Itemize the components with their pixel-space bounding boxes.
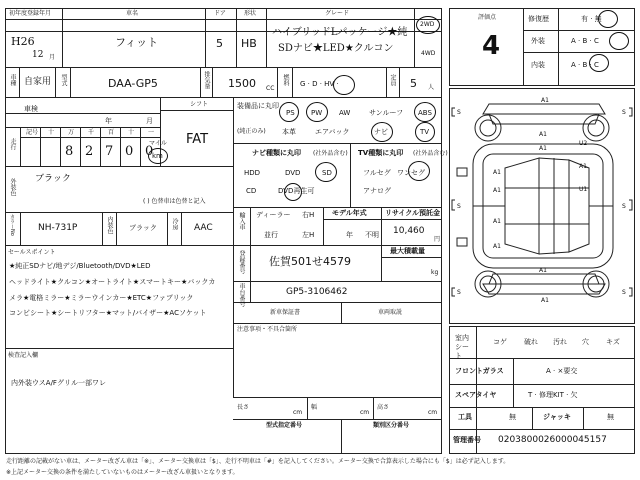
import-right: 右H [302, 211, 315, 219]
recycle-value: 10,460 [393, 226, 425, 236]
equipment-label: 装備品に丸印 [237, 102, 279, 110]
repair-circle [598, 10, 618, 28]
mark-4: U1 [579, 186, 588, 193]
model-value: DAA-GP5 [108, 77, 158, 90]
equip-abs: ABS [418, 109, 432, 117]
nav-dvd-play: DVD再生可 [278, 187, 315, 195]
recycle-yen: 円 [434, 236, 441, 243]
digit-3: 0 [125, 144, 134, 159]
windshield-label: フロントガラス [455, 367, 504, 375]
dim-height-cm: cm [428, 409, 438, 416]
equip-aw: AW [339, 109, 351, 117]
unit-2: 万 [68, 129, 75, 136]
use-value: 自家用 [24, 77, 52, 87]
seats-label: 定員 [389, 74, 396, 86]
seats-unit: 人 [428, 84, 435, 91]
ext-color-note: ( ) 色替車は色替と記入 [143, 198, 206, 205]
seat-item-3: 穴 [582, 338, 589, 346]
digit-4: 0 [145, 144, 154, 159]
max-load-label: 最大積載量 [390, 247, 425, 255]
first-reg-label: 初年度登録年月 [9, 10, 52, 17]
mileage-label: 走行 [9, 138, 16, 150]
equip-leather: 本革 [282, 128, 296, 136]
mark-0: A1 [541, 97, 549, 104]
interior-label: 内装 [531, 61, 545, 69]
first-reg-era: H26 [11, 35, 35, 48]
nav-cd: CD [246, 187, 257, 195]
nav-sd-circle [315, 162, 337, 182]
dim-length: 長さ [237, 404, 250, 411]
jack-value: 無 [607, 413, 614, 421]
equip-ps-circle [279, 102, 299, 122]
digit-0: 8 [65, 144, 74, 159]
bracket-5: S [622, 289, 626, 296]
chassis-label: 車台番号 [238, 283, 245, 307]
car-damage-diagram [449, 88, 635, 324]
chassis-value: GP5-3106462 [286, 287, 348, 297]
exterior-circle [609, 32, 629, 50]
car-name-label: 車名 [126, 10, 139, 17]
windshield-value: A · ×要交 [546, 367, 578, 375]
seat-item-1: 破れ [524, 338, 538, 346]
model-label: 型式 [60, 74, 67, 86]
jack-label: ジャッキ [543, 413, 571, 421]
mark-8: A1 [493, 218, 501, 225]
inspection-month: 月 [146, 117, 153, 125]
equip-tv-circle [415, 122, 435, 142]
doors-label: ドア [214, 10, 226, 17]
recycle-label: リサイクル預託金 [385, 209, 441, 217]
displacement-value: 1500 [228, 77, 256, 90]
warranty-new: 新車保証書 [270, 309, 301, 316]
score-value: 4 [482, 31, 501, 61]
equip-navi-circle [371, 122, 393, 142]
seat-item-0: コゲ [493, 338, 507, 346]
dim-length-cm: cm [293, 409, 303, 416]
bracket-1: S [457, 203, 461, 210]
nav-title: ナビ種類に丸印 [252, 149, 301, 157]
mgmt-label: 管理番号 [453, 436, 481, 444]
equip-abs-circle [414, 102, 436, 122]
equip-navi: ナビ [374, 128, 388, 136]
interior-value: A · B · C [571, 61, 599, 69]
int-color-value: ブラック [129, 224, 157, 232]
bracket-0: S [457, 109, 461, 116]
plate-value: 佐賀501せ4579 [269, 255, 351, 268]
mark-2: A1 [539, 145, 547, 152]
month-unit: 月 [49, 54, 56, 61]
exterior-label: 外装 [531, 37, 545, 45]
unit-5: 十 [128, 129, 135, 136]
equip-tv: TV [420, 128, 430, 136]
seat-label: 室内シート [455, 334, 469, 361]
repair-label: 修復歴 [528, 15, 549, 23]
drive-2wd: 2WD [420, 21, 435, 28]
tv-oneseg-circle [408, 161, 430, 181]
nav-hdd: HDD [244, 169, 261, 177]
shape-label: 形状 [244, 10, 257, 17]
tv-analog: アナログ [363, 187, 391, 195]
type-label: 車種 [9, 74, 16, 86]
import-left: 左H [302, 231, 315, 239]
mile-label: マイル [149, 140, 167, 147]
inspection-label: 車検 [24, 105, 38, 113]
equip-sunroof: サンルーフ [369, 109, 404, 117]
type-no-label: 型式指定番号 [266, 422, 303, 429]
mgmt-value: 0203800026000045157 [498, 435, 607, 445]
mark-5: A1 [579, 163, 587, 170]
mark-10: A1 [539, 267, 547, 274]
grade-label: グレード [325, 10, 350, 17]
inspector-label: 検査記入欄 [8, 352, 39, 359]
sales-line-3: コンビシート★シートリフター★マット/バイザー★ACソケット [9, 309, 207, 317]
color-no-label: カラーNo [9, 214, 15, 236]
tv-title: TV種類に丸印 [358, 149, 404, 157]
spare-value: T · 修理KIT · 欠 [528, 391, 578, 399]
nav-dvd-play-circle [284, 183, 302, 201]
nav-sd: SD [322, 169, 332, 177]
cc-unit: CC [266, 85, 275, 92]
sales-points-label: セールスポイント [8, 249, 56, 256]
mark-9: A1 [493, 243, 501, 250]
mark-6: A1 [493, 169, 501, 176]
seats-value: 5 [410, 77, 417, 90]
model-year-unit: 年 [346, 231, 353, 239]
dim-width-cm: cm [360, 409, 370, 416]
mark-11: A1 [541, 297, 549, 304]
mark-7: A1 [493, 187, 501, 194]
mark-3: U2 [579, 140, 588, 147]
ac-value: AAC [194, 223, 213, 233]
int-color-label: 内装色 [106, 216, 113, 234]
unit-0: 記号 [26, 129, 39, 136]
equip-airbag: エアバック [315, 128, 350, 136]
inspection-year: 年 [105, 117, 112, 125]
warranty-manual: 車両取説 [378, 309, 403, 316]
seat-item-2: 汚れ [553, 338, 567, 346]
dim-height: 高さ [377, 404, 390, 411]
drive-4wd: 4WD [421, 50, 436, 57]
model-year-value: 不明 [365, 231, 379, 239]
import-label: 輸入車 [238, 212, 245, 230]
doors-value: 5 [216, 37, 223, 50]
model-year-label: モデル年式 [332, 209, 367, 217]
ext-color-label: 外装色 [9, 178, 16, 196]
unit-6: 一 [148, 129, 155, 136]
inspector-value: 内外装ウスA/Fグリル一部ワレ [11, 379, 106, 387]
bracket-3: S [622, 109, 626, 116]
notes-label: 注意事項・不具合箇所 [237, 326, 298, 333]
shift-label: シフト [190, 101, 209, 108]
color-no-value: NH-731P [38, 223, 78, 233]
fuel-options: G · D · HV · [300, 80, 339, 88]
shape-value: HB [241, 37, 257, 50]
import-dealer: ディーラー [256, 211, 291, 219]
shift-value: FAT [186, 132, 209, 147]
km-circle [148, 148, 168, 164]
displacement-label: 排気量 [203, 71, 210, 89]
equip-pw: PW [311, 109, 323, 117]
spare-label: スペアタイヤ [455, 391, 497, 399]
fuel-selected-circle [333, 75, 355, 95]
sales-line-1: ヘッドライト★クルコン★オートライト★スマートキー★バックカ [9, 278, 216, 286]
footer-line1: 走行距離の記載がない車は、メーター改ざん車は「※」、メーター交換車は「$」、走行不明車は「#」を記入してください。メーター交換で合算表示した場合にも「$」は必ず記入します。 [6, 458, 510, 465]
sales-line-2: メラ★電格ミラー★ミラーウインカー★ETC★ファブリック [9, 294, 194, 302]
unit-4: 百 [108, 129, 115, 136]
tv-sub: (社外品含む) [413, 150, 448, 157]
car-name: フィット [115, 36, 159, 49]
dim-width: 幅 [311, 404, 318, 411]
plate-label: 登録番号 [238, 250, 245, 274]
bracket-4: S [622, 203, 626, 210]
sales-line-0: ★純正SDナビ/地デジ/Bluetooth/DVD★LED [9, 262, 151, 270]
unit-3: 千 [88, 129, 95, 136]
equipment-sub: (純正のみ) [237, 128, 266, 135]
tools-label: 工具 [458, 413, 472, 421]
equip-ps: PS [286, 109, 295, 117]
nav-sub: (社外品含む) [313, 150, 348, 157]
first-reg-month: 12 [32, 50, 44, 60]
unit-1: 十 [48, 129, 55, 136]
max-load-kg: kg [431, 269, 439, 276]
ac-label: 冷房 [171, 218, 178, 230]
digit-1: 2 [85, 144, 94, 159]
grade-line1: ハイブリッドLパッケージ★純 [272, 27, 408, 38]
import-parallel: 並行 [264, 231, 278, 239]
mark-1: A1 [539, 131, 547, 138]
footer-line2: ※上記メーター交換の条件を満たしていないものはメーター改ざん車扱いとなります。 [6, 469, 239, 476]
equip-pw-circle [306, 102, 328, 122]
ext-color-value: ブラック [35, 174, 71, 184]
repair-value: 有 · 無 [581, 15, 602, 23]
exterior-value: A · B · C [571, 37, 599, 45]
bracket-2: S [457, 289, 461, 296]
tv-oneseg: ワンセグ [397, 169, 425, 177]
score-label: 評価点 [478, 14, 497, 21]
interior-circle [589, 54, 609, 72]
class-no-label: 類別区分番号 [373, 422, 410, 429]
nav-dvd: DVD [285, 169, 301, 177]
fuel-label: 燃料 [282, 74, 289, 86]
seat-item-4: キズ [606, 338, 620, 346]
km-label: km [152, 152, 163, 160]
tools-value: 無 [509, 413, 516, 421]
digit-2: 7 [105, 144, 114, 159]
grade-line2: SDナビ★LED★クルコン [278, 43, 394, 54]
tv-fullseg: フルセグ [363, 169, 391, 177]
